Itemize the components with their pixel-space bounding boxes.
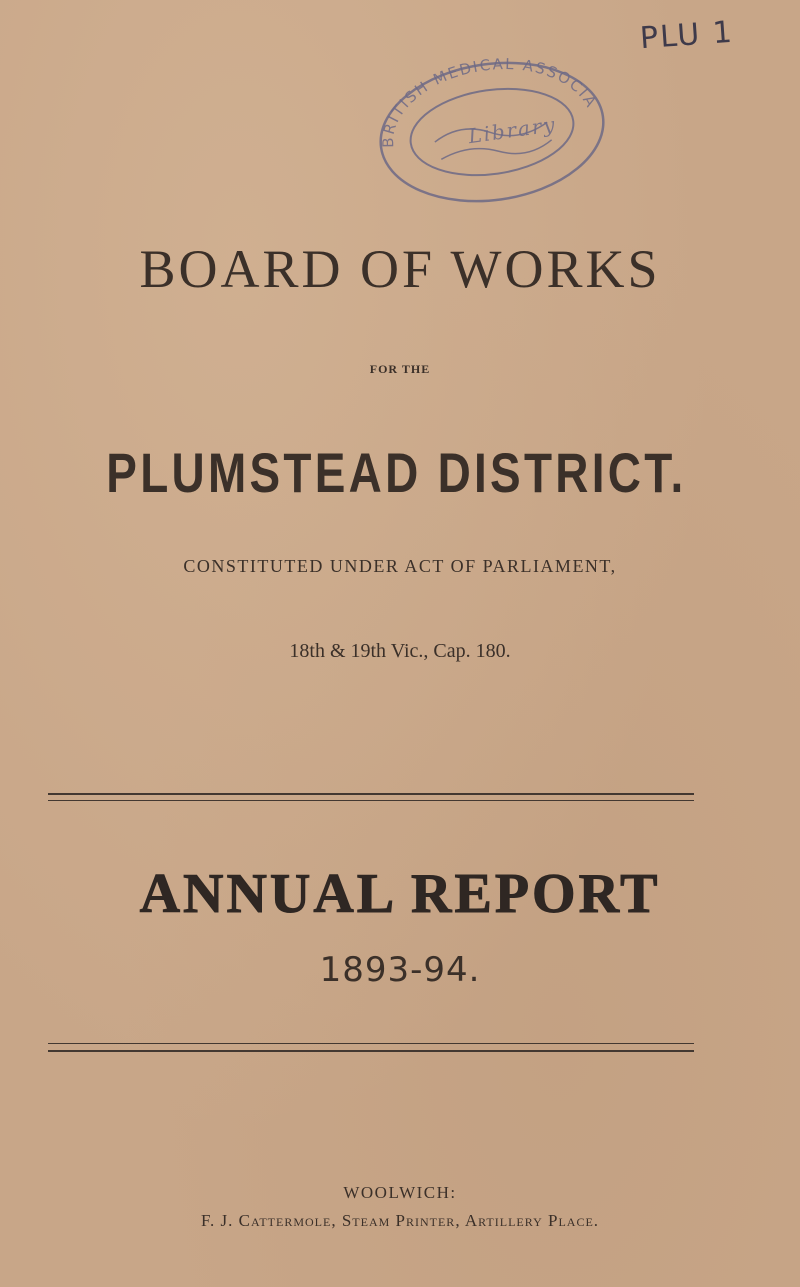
library-stamp <box>372 52 612 212</box>
divider-top-thin <box>48 800 694 801</box>
board-title: BOARD OF WORKS <box>139 239 661 299</box>
report-years: 1893-94. <box>319 950 481 990</box>
report-title <box>0 862 800 926</box>
stamp-center-text: Library <box>466 112 559 149</box>
district-title: PLUMSTEAD DISTRICT. <box>106 441 687 504</box>
handwritten-shelfmark: PLU 1 <box>638 14 736 57</box>
report-title-text: ANNUAL REPORT <box>139 863 661 925</box>
stamp-ring-text: BRITISH MEDICAL ASSOCIATION <box>379 55 601 148</box>
constitution-line: CONSTITUTED UNDER ACT OF PARLIAMENT, <box>183 556 617 576</box>
for-the-line: FOR THE <box>369 362 431 376</box>
imprint-printer: F. J. Cattermole, Steam Printer, Artillery Place. <box>200 1211 600 1230</box>
divider-top-thick <box>48 793 694 795</box>
imprint-place: WOOLWICH: <box>343 1183 457 1202</box>
divider-bottom-thin <box>48 1043 694 1044</box>
divider-bottom-thick <box>48 1050 694 1052</box>
act-reference: 18th & 19th Vic., Cap. 180. <box>289 640 511 662</box>
